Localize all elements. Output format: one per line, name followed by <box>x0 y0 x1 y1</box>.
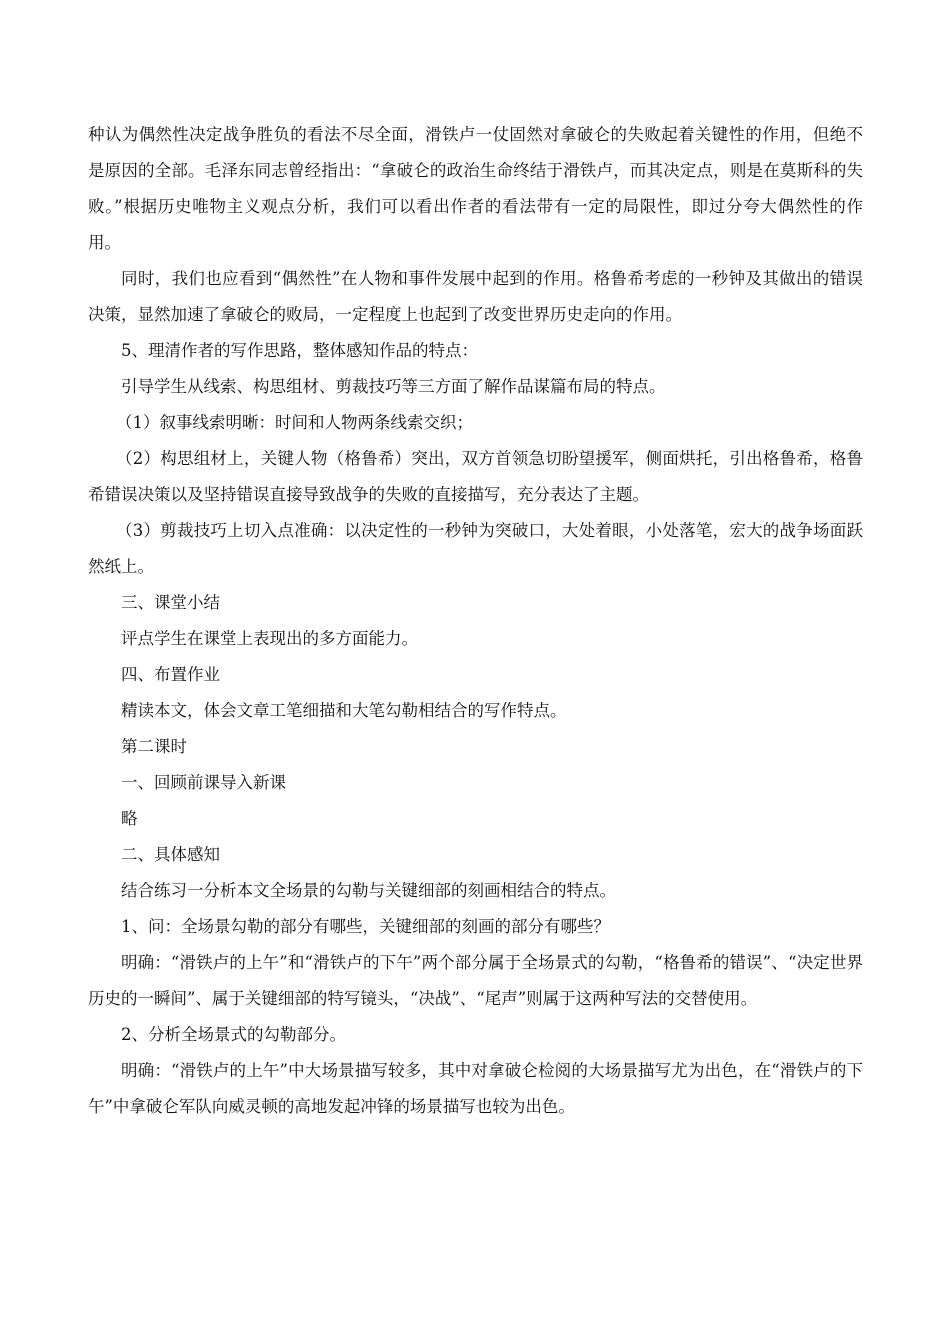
paragraph-omitted: 略 <box>121 809 138 828</box>
item-5-heading: 5、理清作者的写作思路，整体感知作品的特点： <box>121 341 478 360</box>
section-4-heading: 四、布置作业 <box>121 665 220 684</box>
section-3-heading: 三、课堂小结 <box>121 593 220 612</box>
section-2-heading: 二、具体感知 <box>121 845 220 864</box>
question-2: 2、分析全场景式的勾勒部分。 <box>121 1025 346 1044</box>
paragraph-summary: 评点学生在课堂上表现出的多方面能力。 <box>121 629 418 648</box>
point-1: （1）叙事线索明晰：时间和人物两条线索交织； <box>116 413 473 432</box>
point-3: （3）剪裁技巧上切入点准确：以决定性的一秒钟为突破口，大处着眼，小处落笔，宏大的战争场面跃然纸上。 <box>88 521 863 576</box>
paragraph-exercise: 结合练习一分析本文全场景的勾勒与关键细部的刻画相结合的特点。 <box>121 881 616 900</box>
paragraph-contingency: 同时，我们也应看到“偶然性”在人物和事件发展中起到的作用。格鲁希考虑的一秒钟及其做出的错误决策，显然加速了拿破仑的败局，一定程度上也起到了改变世界历史走向的作用。 <box>88 269 863 324</box>
paragraph-continuation: 种认为偶然性决定战争胜负的看法不尽全面，滑铁卢一仗固然对拿破仑的失败起着关键性的作用，但绝不是原因的全部。毛泽东同志曾经指出：“拿破仑的政治生命终结于滑铁卢，而其决定点，则是在莫斯科的失败。”根据历史唯物主义观点分析，我们可以看出作者的看法带有一定的局限性，即过分夸大偶然性的作用。 <box>88 125 863 252</box>
point-2: （2）构思组材上，关键人物（格鲁希）突出，双方首领急切盼望援军，侧面烘托，引出格鲁希，格鲁希错误决策以及坚持错误直接导致战争的失败的直接描写，充分表达了主题。 <box>88 449 863 504</box>
section-1-heading: 一、回顾前课导入新课 <box>121 773 286 792</box>
lesson-2-heading: 第二课时 <box>121 737 187 756</box>
question-1: 1、问：全场景勾勒的部分有哪些，关键细部的刻画的部分有哪些？ <box>121 917 610 936</box>
answer-1: 明确：“滑铁卢的上午”和“滑铁卢的下午”两个部分属于全场景式的勾勒，“格鲁希的错误”、“决定世界历史的一瞬间”、属于关键细部的特写镜头，“决战”、“尾声”则属于这两种写法的交替使用。 <box>88 953 863 1008</box>
answer-2: 明确：“滑铁卢的上午”中大场景描写较多，其中对拿破仑检阅的大场景描写尤为出色，在“滑铁卢的下午”中拿破仑军队向威灵顿的高地发起冲锋的场景描写也较为出色。 <box>88 1061 863 1116</box>
paragraph-homework: 精读本文，体会文章工笔细描和大笔勾勒相结合的写作特点。 <box>121 701 567 720</box>
paragraph-guidance: 引导学生从线索、构思组材、剪裁技巧等三方面了解作品谋篇布局的特点。 <box>121 377 666 396</box>
document-body <box>88 117 863 1125</box>
